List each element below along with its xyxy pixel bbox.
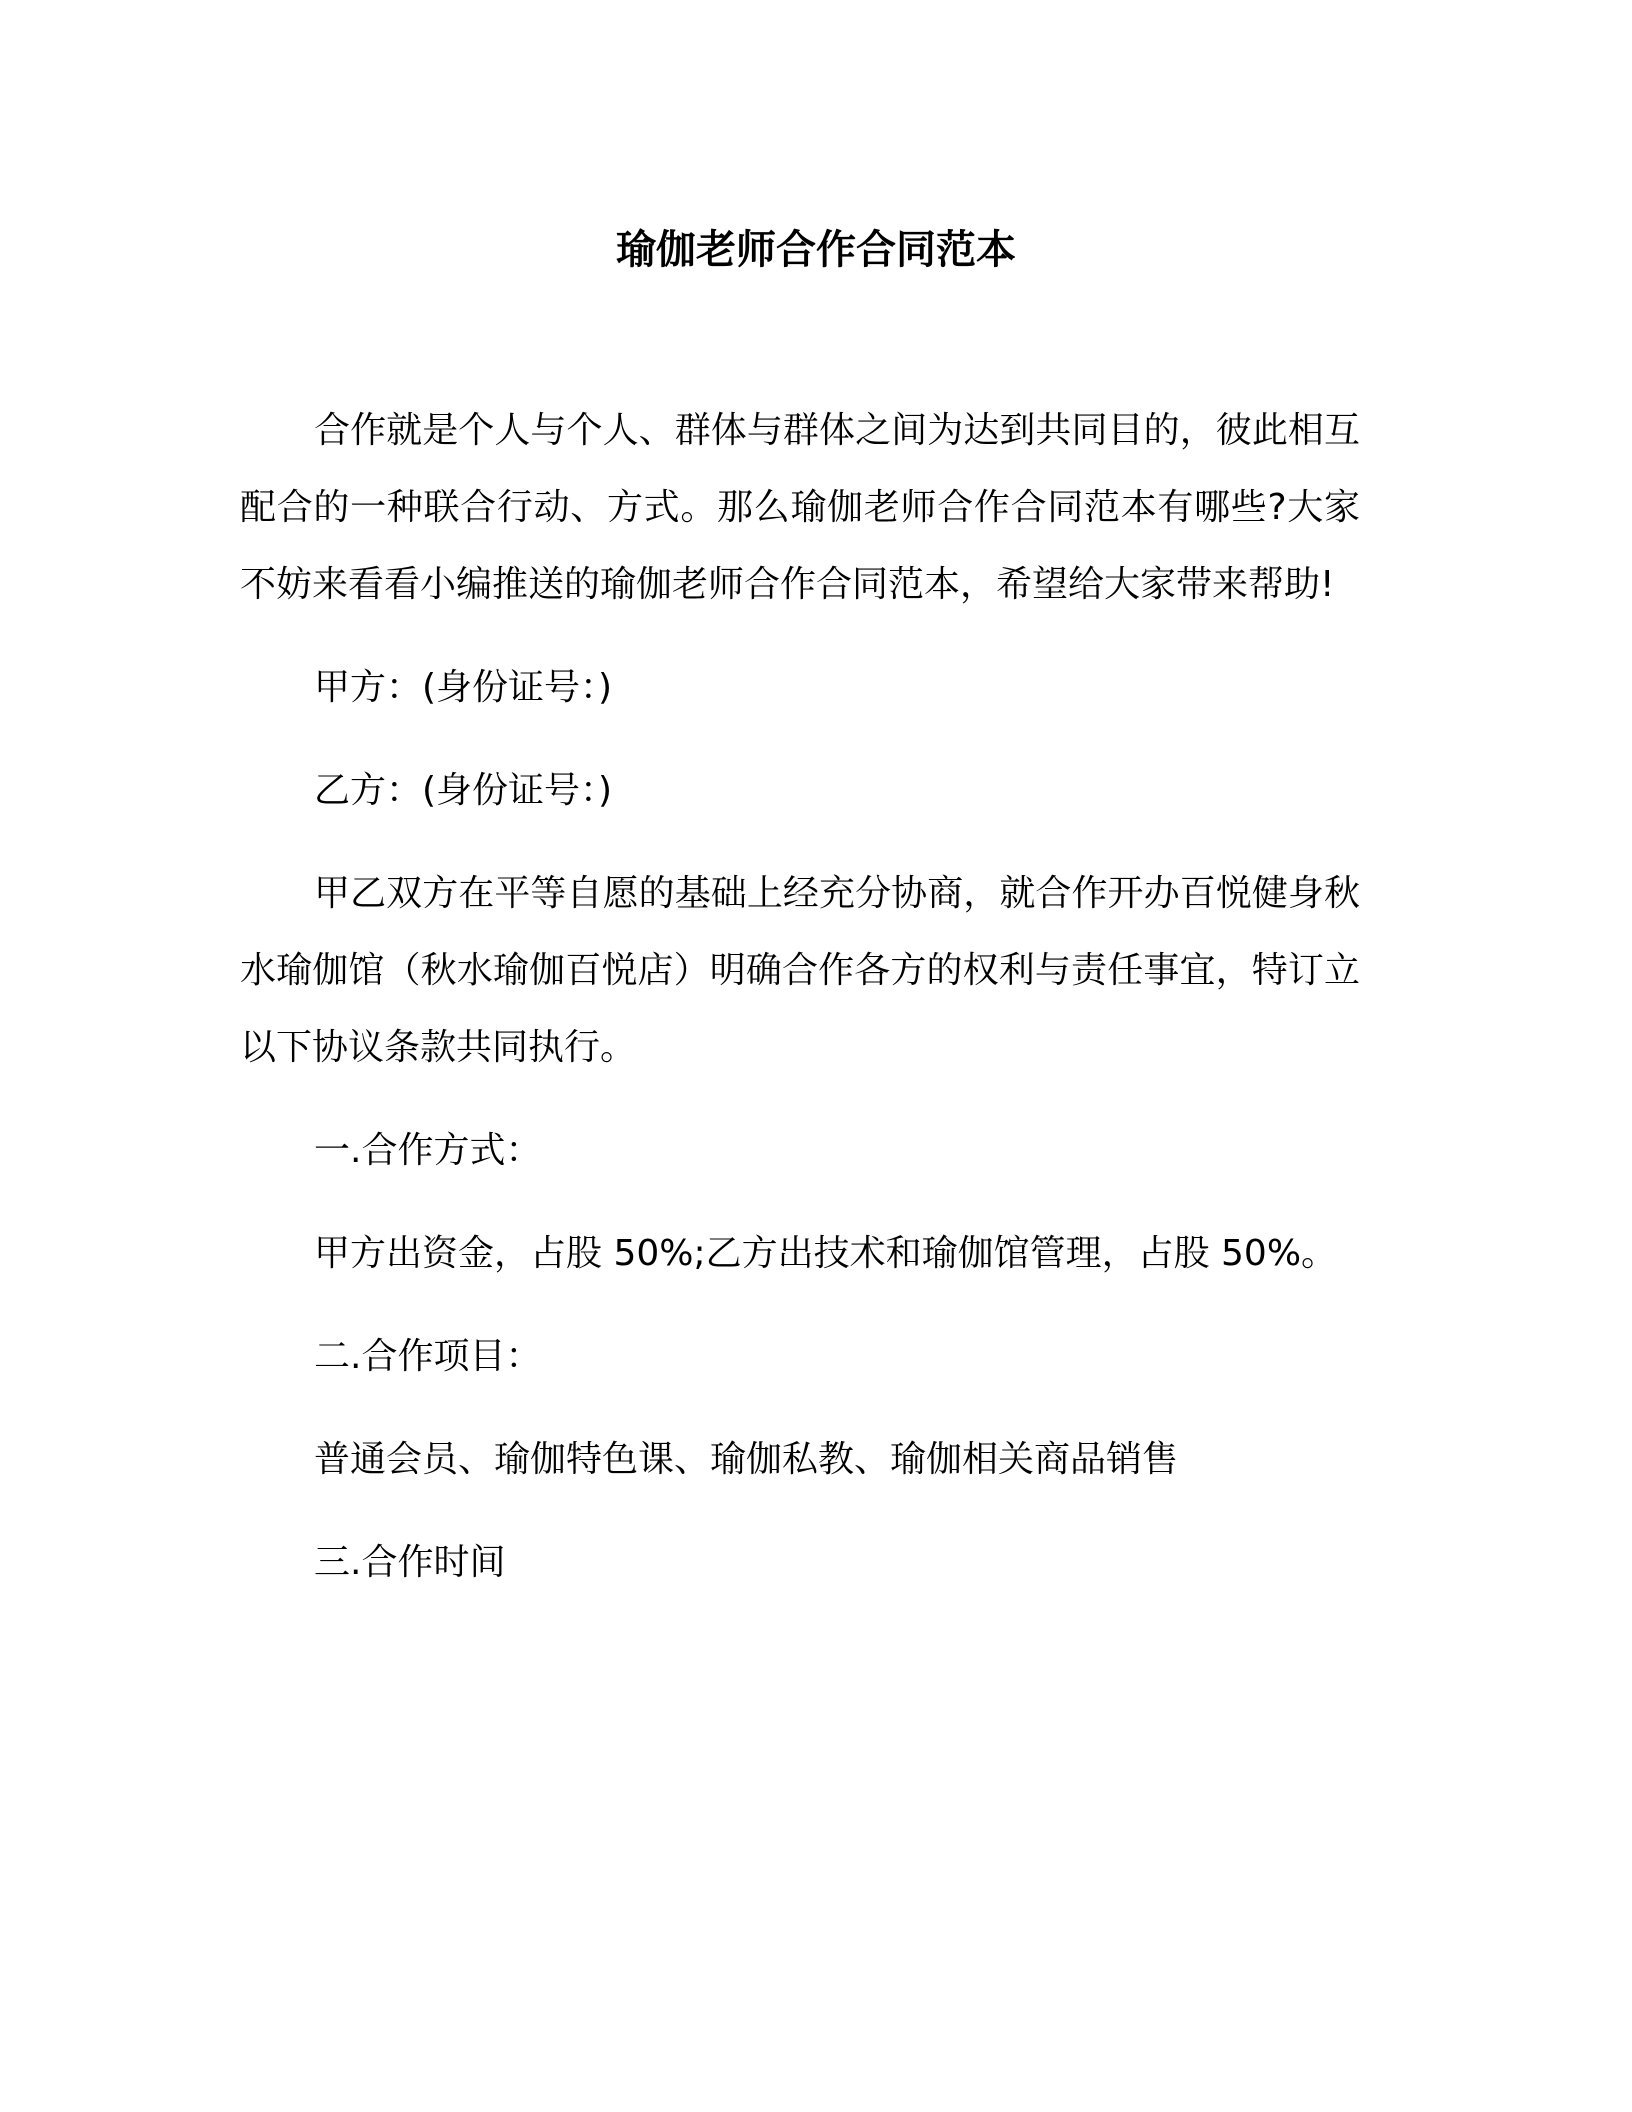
party-b-line: 乙方：(身份证号：) (314, 770, 613, 811)
section1-heading: 一.合作方式： (314, 1130, 542, 1171)
intro-paragraph: 合作就是个人与个人、群体与群体之间为达到共同目的，彼此相互配合的一种联合行动、方式。那么瑜伽老师合作合同范本有哪些?大家不妨来看看小编推送的瑜伽老师合作合同范本，希望给大家带来帮助! (240, 410, 1360, 605)
section1-body: 甲方出资金，占股 50%;乙方出技术和瑜伽馆管理，占股 50%。 (314, 1233, 1338, 1274)
party-a-line: 甲方：(身份证号：) (314, 667, 613, 708)
document-body (240, 392, 1360, 1627)
document-title: 瑜伽老师合作合同范本 (616, 227, 1016, 273)
section2-heading: 二.合作项目： (314, 1336, 542, 1377)
section2-body: 普通会员、瑜伽特色课、瑜伽私教、瑜伽相关商品销售 (314, 1439, 1179, 1480)
section3-heading: 三.合作时间 (314, 1542, 506, 1583)
preamble-paragraph: 甲乙双方在平等自愿的基础上经充分协商，就合作开办百悦健身秋水瑜伽馆（秋水瑜伽百悦店）明确合作各方的权利与责任事宜，特订立以下协议条款共同执行。 (240, 873, 1360, 1068)
